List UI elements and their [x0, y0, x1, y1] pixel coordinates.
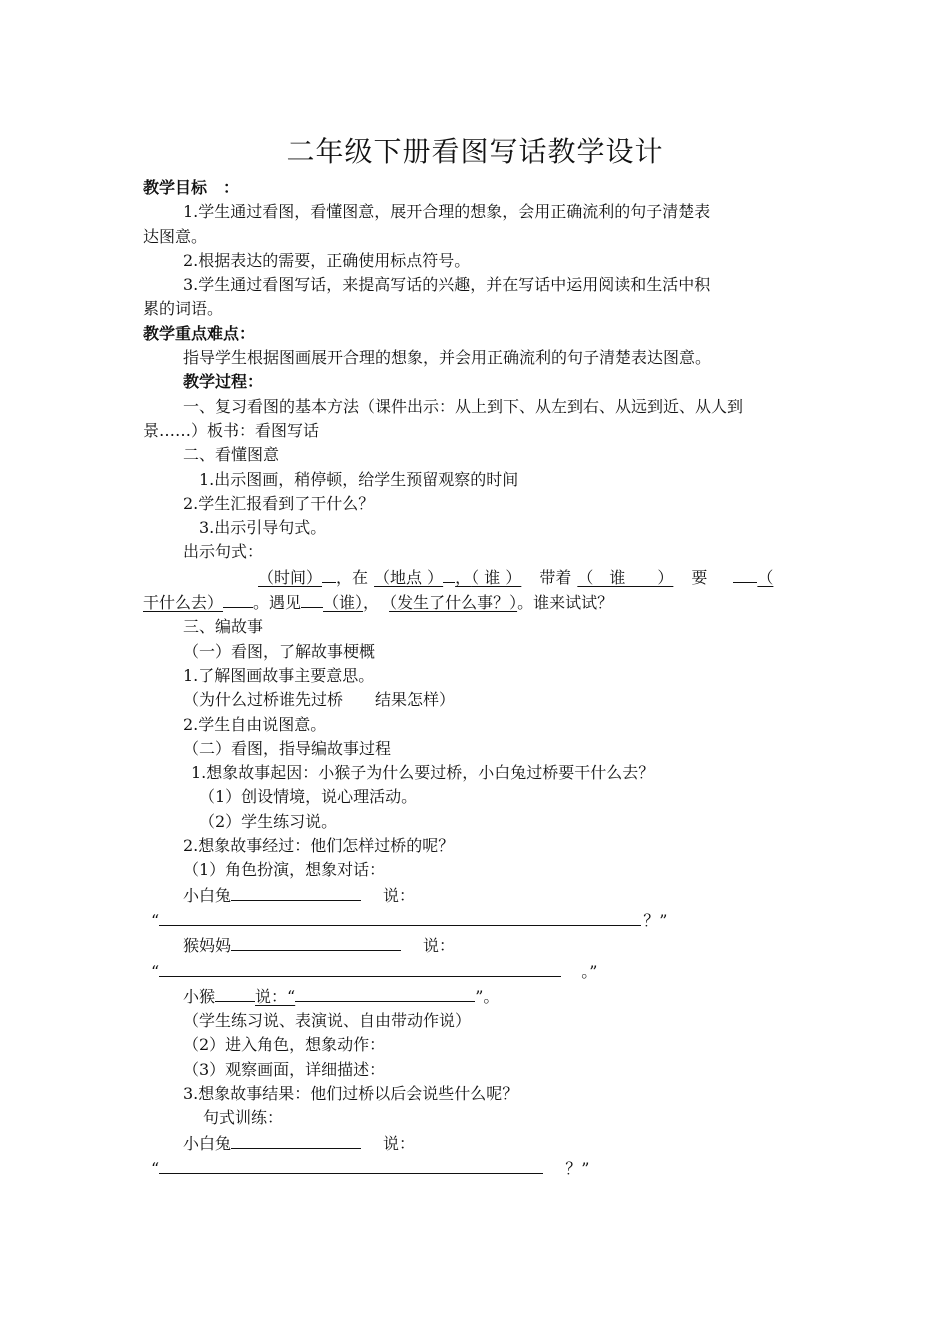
monkey-says: 说：“ [255, 986, 296, 1006]
goal-item-1-cont: 达图意。 [143, 226, 208, 246]
step-3-part-1-item-2: （为什么过桥谁先过桥 结果怎样） [183, 690, 456, 710]
pattern-open-paren: （ [757, 567, 774, 587]
dialogue-rabbit-1 [143, 883, 815, 908]
step-3-part-2-item-2: 2.想象故事经过：他们怎样过桥的呢？ [183, 836, 455, 856]
step-3-part-1-item-1: 1.了解图画故事主要意思。 [183, 665, 375, 685]
step-3-part-2-item-3: 3.想象故事结果：他们过桥以后会说些什么呢？ [183, 1083, 519, 1103]
step-3-heading: 三、编故事 [183, 617, 264, 637]
step-3-part-2-item-2b: （2）进入角色，想象动作： [183, 1035, 386, 1055]
monkey-label: 小猴 [183, 986, 216, 1006]
mom-says: 说： [423, 936, 456, 956]
goals-heading: 教学目标 ： [143, 178, 240, 197]
key-points-heading: 教学重点难点： [143, 323, 256, 343]
step-3-part-2: （二）看图，指导编故事过程 [183, 738, 392, 758]
sentence-pattern-line-1 [143, 565, 815, 590]
step-3-part-2-item-1: 1.想象故事起因：小猴子为什么要过桥，小白兔过桥要干什么去？ [191, 763, 655, 783]
sentence-pattern-line-2 [143, 590, 815, 615]
goal-item-1: 1.学生通过看图，看懂图意，展开合理的想象，会用正确流利的句子清楚表 [183, 202, 711, 222]
goal-item-3: 3.学生通过看图写话，来提高写话的兴趣，并在写话中运用阅读和生活中积 [183, 275, 711, 295]
step-3-part-2-item-1b: （2）学生练习说。 [199, 811, 338, 831]
step-3-part-1: （一）看图，了解故事梗概 [183, 641, 376, 661]
dialogue-monkey: 小猴 说：“ ”。 [143, 984, 815, 1009]
pattern-who-3: （谁） [323, 593, 364, 613]
pattern-want: 要 [691, 567, 708, 587]
rabbit-label: 小白兔 [183, 885, 232, 905]
step-3-part-2-item-2a: （1）角色扮演，想象对话： [183, 860, 386, 880]
drill-label: 句式训练： [203, 1108, 284, 1128]
pattern-meet: 。遇见 [253, 593, 302, 613]
rabbit-label-2: 小白兔 [183, 1133, 232, 1153]
goal-item-3-cont: 累的词语。 [143, 299, 224, 319]
step-2-item-1: 1.出示图画，稍停顿，给学生预留观察的时间 [199, 469, 519, 489]
pattern-try: 。谁来试试？ [517, 593, 614, 613]
pattern-at: ，在 [336, 567, 369, 587]
step-3-part-1-item-3: 2.学生自由说图意。 [183, 714, 327, 734]
step-2-item-2: 2.学生汇报看到了干什么？ [183, 493, 375, 513]
step-1-cont: 景……）板书：看图写话 [143, 420, 320, 440]
dialogue-mom-answer: “ 。” [151, 959, 815, 984]
dialogue-rabbit-2-answer: “ ？” [151, 1156, 815, 1181]
dialogue-rabbit-2 [143, 1131, 815, 1156]
step-3-part-2-item-1a: （1）创设情境，说心理活动。 [199, 787, 418, 807]
pattern-who: （ 谁 ） [471, 567, 522, 587]
dialogue-rabbit-1-answer: “ ？” [151, 908, 815, 933]
process-heading: 教学过程： [183, 372, 264, 392]
step-2-heading: 二、看懂图意 [183, 445, 280, 465]
step-2-item-3: 3.出示引导句式。 [199, 518, 327, 538]
rabbit-says-2: 说： [383, 1133, 416, 1153]
pattern-time: （时间） [258, 567, 323, 587]
pattern-with: 带着 [539, 567, 572, 587]
goal-item-2: 2.根据表达的需要，正确使用标点符号。 [183, 250, 471, 270]
step-3-part-2-note: （学生练习说、表演说、自由带动作说） [183, 1011, 472, 1031]
pattern-comma: ， [455, 567, 472, 587]
step-3-part-2-item-2c: （3）观察画面，详细描述： [183, 1059, 386, 1079]
mom-label: 猴妈妈 [183, 936, 232, 956]
key-points-text: 指导学生根据图画展开合理的想象，并会用正确流利的句子清楚表达图意。 [183, 348, 712, 368]
rabbit-says: 说： [383, 885, 416, 905]
dialogue-mom [143, 933, 815, 958]
step-1: 一、复习看图的基本方法（课件出示：从上到下、从左到右、从远到近、从人到 [183, 396, 744, 416]
document-title: 二年级下册看图写话教学设计 [286, 135, 664, 168]
pattern-what: （发生了什么事？） [389, 593, 518, 613]
pattern-who-2: （ 谁 ） [577, 567, 674, 587]
pattern-place: （地点 ） [374, 567, 444, 587]
pattern-doing: 干什么去） [143, 593, 224, 613]
document-body [143, 176, 815, 1181]
pattern-label: 出示句式： [183, 542, 264, 562]
pattern-comma-2: ， [363, 593, 380, 613]
